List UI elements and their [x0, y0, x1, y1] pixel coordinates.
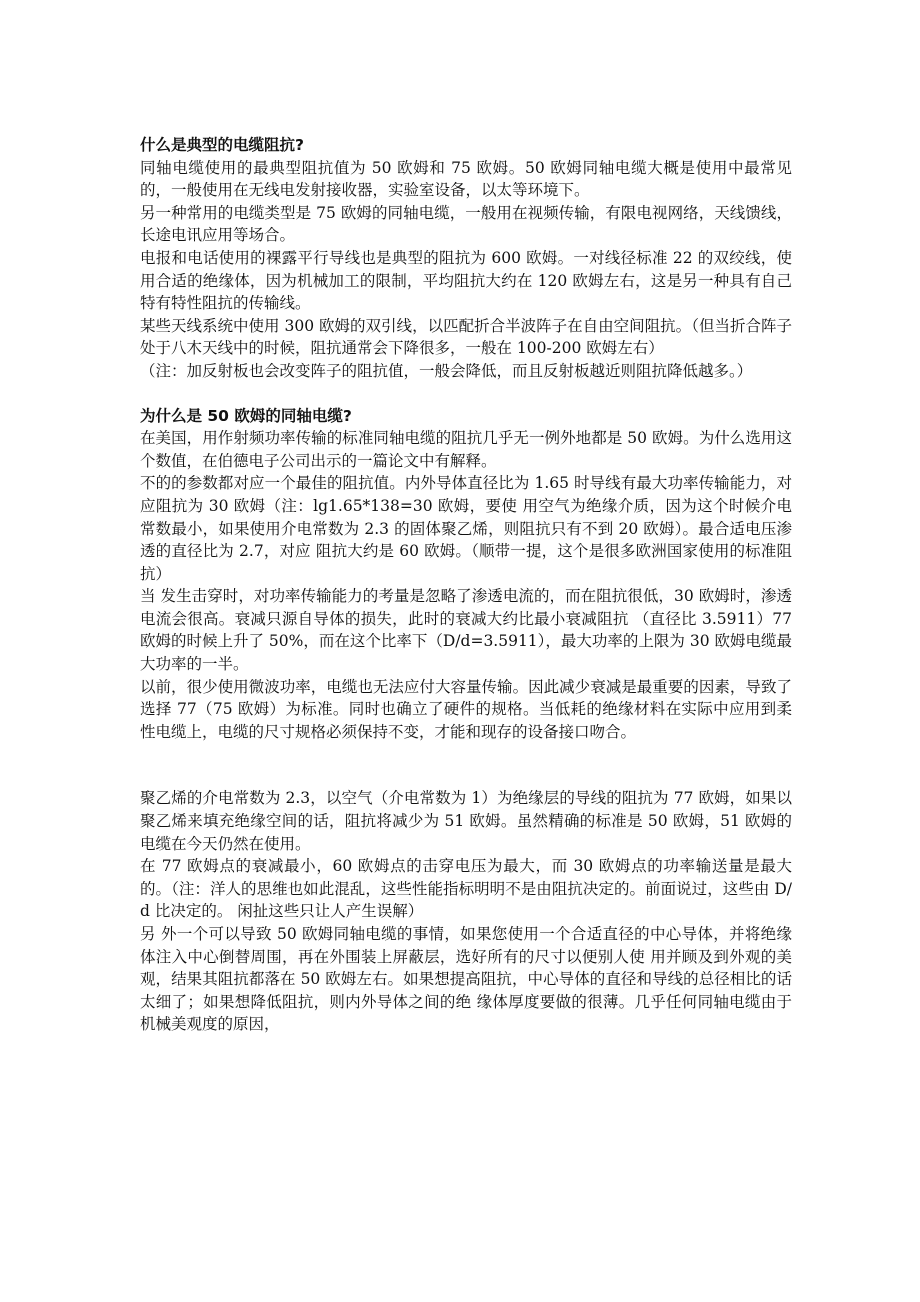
paragraph: 同轴电缆使用的最典型阻抗值为 50 欧姆和 75 欧姆。50 欧姆同轴电缆大概是使用中最常见的，一般使用在无线电发射接收器，实验室设备，以太等环境下。 — [140, 158, 792, 200]
paragraph: 电报和电话使用的裸露平行导线也是典型的阻抗为 600 欧姆。一对线径标准 22 的双绞线，使用合适的绝缘体，因为机械加工的限制，平均阻抗大约在 120 欧姆左右，这是另一种具有自己特有特性阻抗的传输线。 — [140, 248, 792, 313]
section-spacer — [140, 743, 792, 787]
section-heading-why-50-ohm: 为什么是 50 欧姆的同轴电缆? — [140, 406, 352, 425]
section-spacer — [140, 383, 792, 405]
document-page — [140, 134, 792, 1036]
section-heading-typical-impedance: 什么是典型的电缆阻抗? — [140, 136, 304, 154]
paragraph: 不的的参数都对应一个最佳的阻抗值。内外导体直径比为 1.65 时导线有最大功率传输能力，对应阻抗为 30 欧姆（注：lg1.65*138=30 欧姆，要使 用空气为绝缘介质，因为这个时候介电常数最小，如果使用介电常数为 2.3 的固体聚乙烯，则阻抗只有不到 20 欧姆）。最合适电压渗透的直径比为 2.7，对应 阻抗大约是 60 欧姆。（顺带一提，这个是很多欧洲国家使用的标准阻抗） — [140, 474, 792, 583]
paragraph: 在 77 欧姆点的衰减最小，60 欧姆点的击穿电压为最大，而 30 欧姆点的功率输送量是最大的。（注：洋人的思维也如此混乱，这些性能指标明明不是由阻抗决定的。前面说过，这些由 D/d 比决定的。 闲扯这些只让人产生误解） — [140, 857, 792, 921]
paragraph-note: （注：加反射板也会改变阵子的阻抗值，一般会降低，而且反射板越近则阻抗降低越多。） — [140, 361, 753, 380]
paragraph: 以前，很少使用微波功率，电缆也无法应付大容量传输。因此减少衰减是最重要的因素，导致了选择 77（75 欧姆）为标准。同时也确立了硬件的规格。当低耗的绝缘材料在实际中应用到柔性电缆上，电缆的尺寸规格必须保持不变，才能和现存的设备接口吻合。 — [140, 677, 792, 741]
paragraph: 聚乙烯的介电常数为 2.3，以空气（介电常数为 1）为绝缘层的导线的阻抗为 77 欧姆，如果以聚乙烯来填充绝缘空间的话，阻抗将减少为 51 欧姆。虽然精确的标准是 50 欧姆，51 欧姆的电缆在今天仍然在使用。 — [140, 789, 792, 853]
paragraph: 在美国，用作射频功率传输的标准同轴电缆的阻抗几乎无一例外地都是 50 欧姆。为什么选用这个数值，在伯德电子公司出示的一篇论文中有解释。 — [140, 429, 792, 470]
paragraph: 当 发生击穿时，对功率传输能力的考量是忽略了渗透电流的，而在阻抗很低，30 欧姆时，渗透电流会很高。衰减只源自导体的损失，此时的衰减大约比最小衰减阻抗 （直径比 3.5911）77 欧姆的时候上升了 50%，而在这个比率下（D/d=3.5911），最大功率的上限为 30 欧姆电缆最大功率的一半。 — [140, 587, 793, 674]
paragraph: 另 外一个可以导致 50 欧姆同轴电缆的事情，如果您使用一个合适直径的中心导体，并将绝缘体注入中心倒替周围，再在外围装上屏蔽层，选好所有的尺寸以便别人使 用并顾及到外观的美观，结果其阻抗都落在 50 欧姆左右。如果想提高阻抗，中心导体的直径和导线的总径相比的话太细了；如果想降低阻抗，则内外导体之间的绝 缘体厚度要做的很薄。几乎任何同轴电缆由于机械美观度的原因， — [140, 925, 792, 1034]
paragraph: 某些天线系统中使用 300 欧姆的双引线，以匹配折合半波阵子在自由空间阻抗。（但当折合阵子处于八木天线中的时候，阻抗通常会下降很多，一般在 100-200 欧姆左右） — [140, 316, 792, 358]
paragraph: 另一种常用的电缆类型是 75 欧姆的同轴电缆，一般用在视频传输，有限电视网络，天线馈线，长途电讯应用等场合。 — [140, 203, 792, 245]
